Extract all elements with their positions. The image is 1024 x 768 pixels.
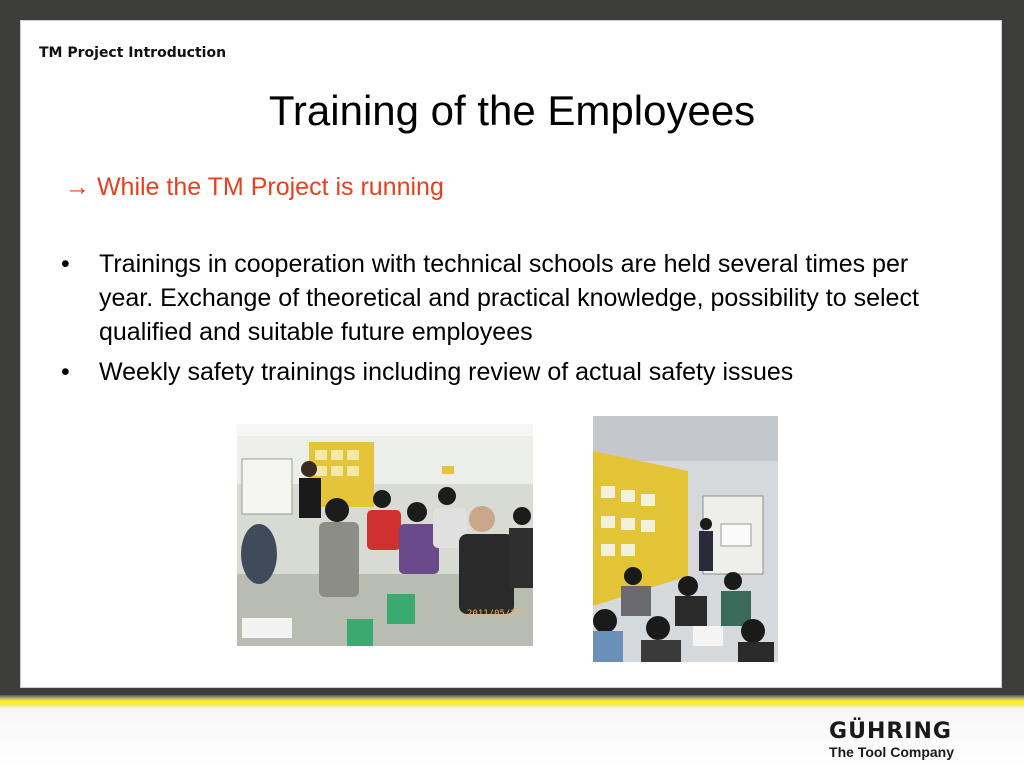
bullet-text: Trainings in cooperation with technical schools are held several times per year. Exchange of theoretical and practical knowledge, possibility to select qualified and suitable future employees [99, 250, 919, 346]
slide-title: Training of the Employees [268, 87, 756, 134]
bullet-text: Weekly safety trainings including review of actual safety issues [99, 358, 794, 386]
subtitle-text: While the TM Project is running [96, 173, 444, 201]
training-photo-2 [593, 416, 778, 662]
photo-date-stamp: 2011/05/27 [467, 609, 522, 619]
section-label: TM Project Introduction [39, 45, 227, 61]
subtitle [65, 173, 444, 202]
arrow-right-icon: → [65, 173, 90, 201]
bullet-item [61, 355, 941, 389]
slide [20, 20, 1002, 688]
guhring-logo: GÜHRING [829, 719, 952, 744]
bullet-item [61, 247, 941, 349]
brand-tagline: The Tool Company [829, 744, 954, 760]
bullet-icon: • [61, 250, 70, 278]
bullet-list [61, 247, 941, 395]
bullet-icon: • [61, 358, 70, 386]
brand-logo-block [829, 720, 954, 760]
training-photo-1 [237, 424, 533, 646]
